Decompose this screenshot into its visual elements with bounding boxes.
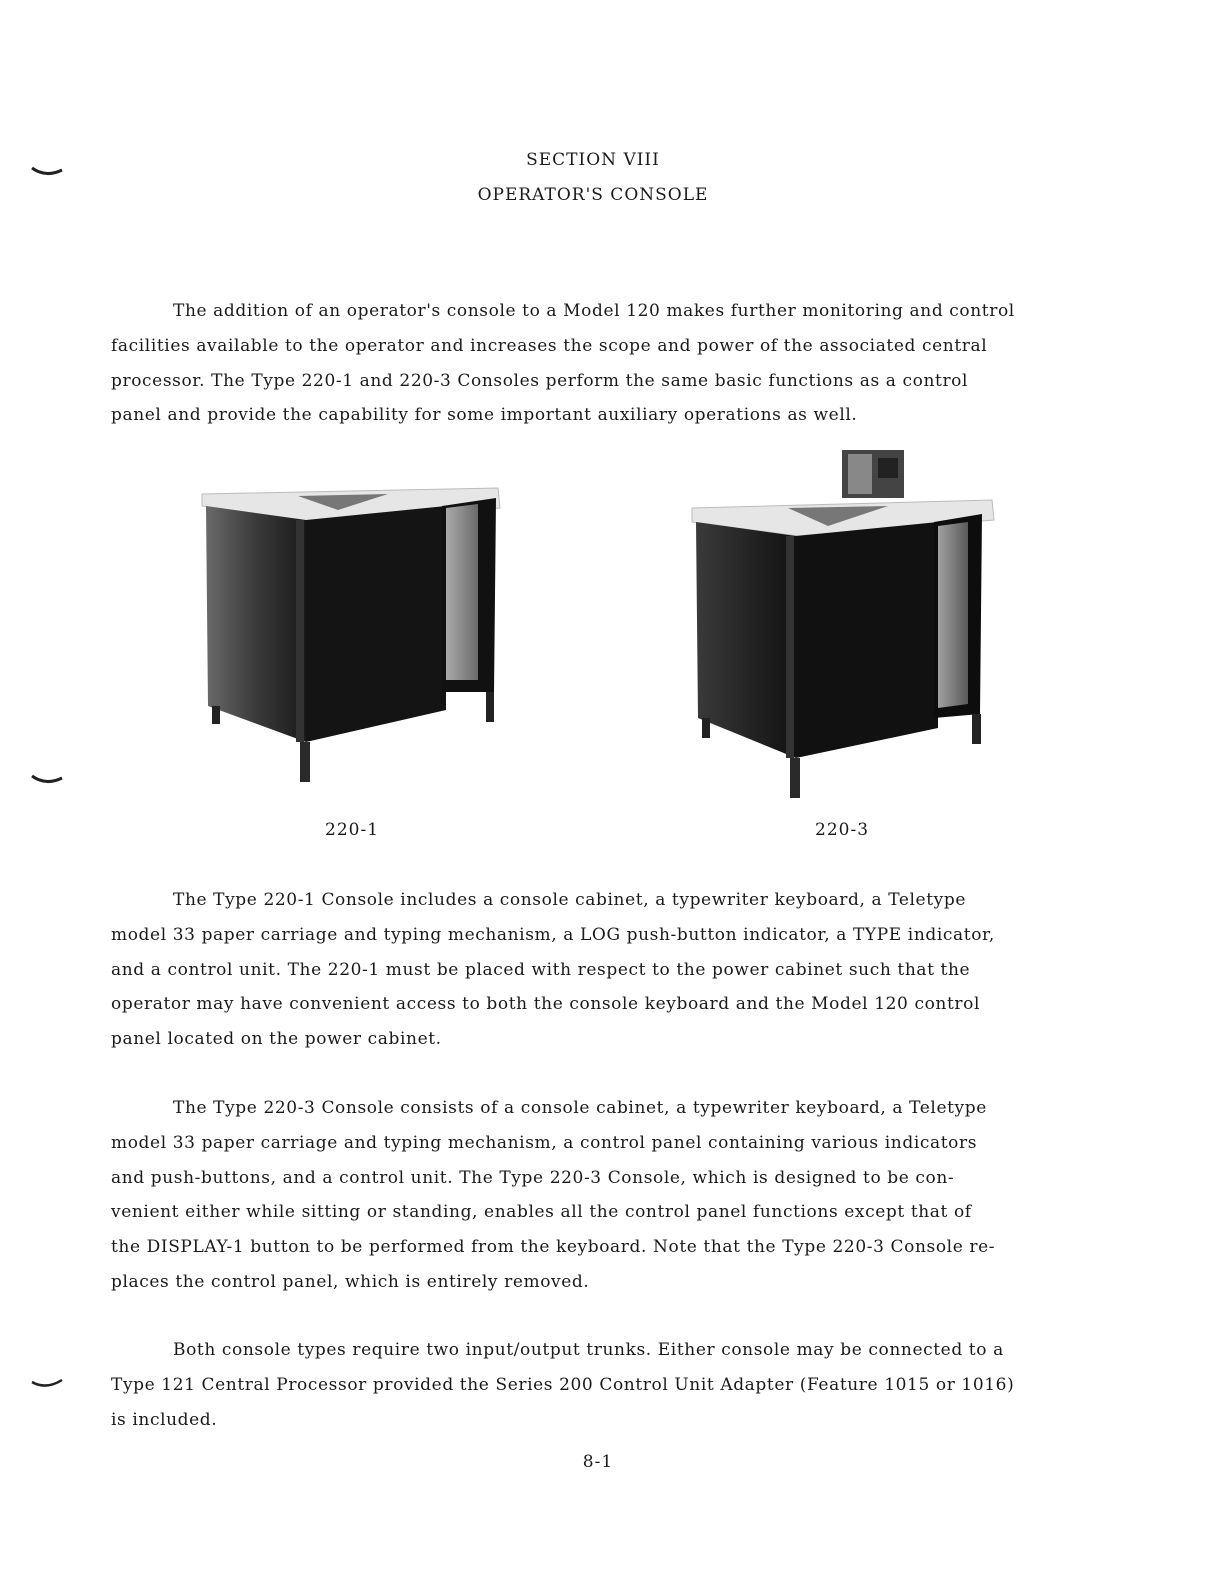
text-line: model 33 paper carriage and typing mechanism, a control panel containing various indicators	[111, 1132, 978, 1153]
text-line: places the control panel, which is entirely removed.	[111, 1271, 590, 1292]
text-line: panel and provide the capability for some important auxiliary operations as well.	[111, 405, 858, 426]
section-number: SECTION VIII	[526, 150, 660, 170]
text-line: facilities available to the operator and increases the scope and power of the associated central	[111, 335, 988, 356]
paragraph-intro	[111, 294, 1111, 433]
console-220-3-photo	[688, 448, 998, 800]
figure-caption-220-3: 220-3	[815, 820, 870, 840]
section-title: OPERATOR'S CONSOLE	[477, 185, 709, 205]
text-line: processor. The Type 220-1 and 220-3 Consoles perform the same basic functions as a control	[111, 370, 969, 391]
text-line: Both console types require two input/output trunks. Either console may be connected to a	[173, 1340, 1004, 1360]
text-line: is included.	[111, 1409, 218, 1430]
paragraph-220-1	[111, 883, 1111, 1057]
text-line: The addition of an operator's console to a Model 120 makes further monitoring and control	[173, 301, 1015, 321]
figure-caption-220-1: 220-1	[325, 820, 380, 840]
text-line: model 33 paper carriage and typing mechanism, a LOG push-button indicator, a TYPE indicator,	[111, 924, 995, 945]
text-line: panel located on the power cabinet.	[111, 1029, 442, 1050]
text-line: The Type 220-1 Console includes a console cabinet, a typewriter keyboard, a Teletype	[173, 890, 966, 910]
text-line: operator may have convenient access to both the console keyboard and the Model 120 control	[111, 994, 980, 1015]
text-line: and a control unit. The 220-1 must be placed with respect to the power cabinet such that the	[111, 959, 971, 980]
text-line: venient either while sitting or standing, enables all the control panel functions except that of	[111, 1202, 972, 1223]
text-line: the DISPLAY-1 button to be performed from the keyboard. Note that the Type 220-3 Console re-	[111, 1237, 996, 1258]
text-line: The Type 220-3 Console consists of a console cabinet, a typewriter keyboard, a Teletype	[173, 1098, 987, 1118]
text-line: Type 121 Central Processor provided the Series 200 Control Unit Adapter (Feature 1015 or 1016)	[111, 1374, 1015, 1395]
paragraph-220-3	[111, 1091, 1111, 1300]
binding-mark-middle	[30, 772, 64, 788]
paragraph-trunks	[111, 1333, 1111, 1437]
text-line: and push-buttons, and a control unit. The Type 220-3 Console, which is designed to be con-	[111, 1167, 955, 1188]
binding-mark-bottom	[30, 1376, 64, 1392]
console-220-1-photo	[198, 480, 508, 785]
page-number: 8-1	[582, 1452, 614, 1472]
